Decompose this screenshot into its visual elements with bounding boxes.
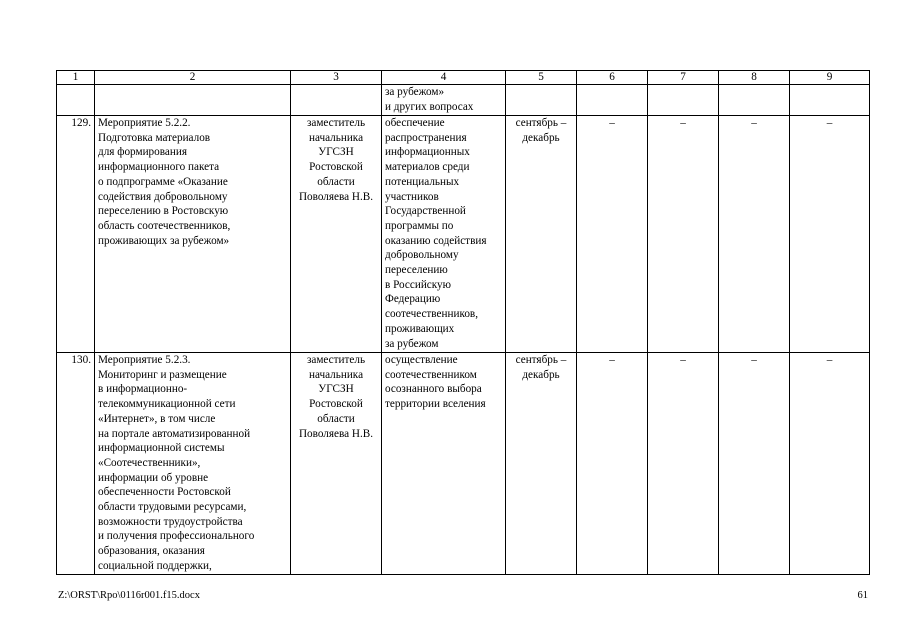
result-line: информационных [385, 146, 470, 159]
result-line: участников [385, 190, 439, 203]
result-line: оказанию содействия [385, 234, 487, 247]
result-line: переселению [385, 264, 448, 277]
row-number: 129. [57, 116, 95, 353]
value-cell-8: – [719, 353, 790, 575]
cont-col4-line: и других вопросах [385, 100, 474, 113]
cont-col4-line: за рубежом» [385, 86, 445, 98]
table-row [57, 353, 870, 575]
activity-line: Мониторинг и размещение [98, 368, 227, 381]
period-cell [506, 116, 577, 353]
result-line: территории вселения [385, 398, 486, 411]
result-line: Государственной [385, 205, 466, 218]
activity-line: информационного пакета [98, 161, 220, 174]
footer-file-path: Z:\ORST\Rpo\0116r001.f15.docx [58, 590, 200, 601]
responsible-line: начальника [308, 131, 364, 144]
table-row [57, 116, 870, 353]
activity-line: о подпрограмме «Оказание [98, 175, 228, 188]
program-table [56, 70, 870, 575]
result-line: проживающих [385, 322, 455, 335]
responsible-line: области [317, 175, 355, 188]
period-cell [506, 353, 577, 575]
value-cell-6: – [577, 116, 648, 353]
result-line: распространения [385, 131, 467, 144]
continuation-row [57, 85, 870, 116]
responsible-line: Ростовской [309, 161, 363, 174]
activity-line: «Интернет», в том числе [98, 412, 216, 425]
value-cell-6: – [577, 353, 648, 575]
period-line: декабрь [522, 131, 560, 144]
row-number: 130. [57, 353, 95, 575]
activity-line: переселению в Ростовскую [98, 205, 229, 218]
activity-line: на портале автоматизированной [98, 427, 251, 440]
activity-line: содействия добровольному [98, 190, 228, 203]
value-cell-7: – [648, 116, 719, 353]
result-line: Федерацию [385, 293, 441, 306]
activity-line: Мероприятие 5.2.2. [98, 117, 191, 129]
header-cell-9: 9 [790, 71, 870, 85]
footer-page-number: 61 [857, 590, 868, 601]
header-cell-2: 2 [95, 71, 291, 85]
activity-line: области трудовыми ресурсами, [98, 501, 247, 514]
value-cell-7: – [648, 353, 719, 575]
activity-line: информации об уровне [98, 471, 209, 484]
value-cell-9: – [790, 353, 870, 575]
responsible-line: начальника [308, 368, 364, 381]
result-line: потенциальных [385, 175, 460, 188]
result-cell [382, 116, 506, 353]
cont-cell-8 [719, 85, 790, 116]
header-cell-6: 6 [577, 71, 648, 85]
cont-cell-1 [57, 85, 95, 116]
activity-line: Мероприятие 5.2.3. [98, 354, 191, 366]
activity-line: проживающих за рубежом» [98, 234, 230, 247]
result-line: осознанного выбора [385, 383, 482, 396]
cont-cell-5 [506, 85, 577, 116]
header-cell-4: 4 [382, 71, 506, 85]
activity-cell [95, 116, 291, 353]
activity-line: «Соотечественники», [98, 456, 201, 469]
cont-cell-3 [291, 85, 382, 116]
activity-cell [95, 353, 291, 575]
responsible-line: заместитель [306, 117, 366, 129]
result-line: за рубежом [385, 337, 439, 350]
responsible-cell [291, 353, 382, 575]
period-line: сентябрь – [515, 117, 567, 129]
responsible-line: Поволяева Н.В. [298, 427, 374, 440]
result-line: в Российскую [385, 278, 451, 291]
value-cell-9: – [790, 116, 870, 353]
result-cell [382, 353, 506, 575]
activity-line: социальной поддержки, [98, 559, 212, 572]
result-line: осуществление [385, 354, 458, 366]
header-cell-7: 7 [648, 71, 719, 85]
cont-cell-4 [382, 85, 506, 116]
cont-cell-2 [95, 85, 291, 116]
activity-line: область соотечественников, [98, 219, 231, 232]
result-line: программы по [385, 219, 454, 232]
activity-line: и получения профессионального [98, 530, 255, 543]
responsible-line: Поволяева Н.В. [298, 190, 374, 203]
responsible-line: области [317, 412, 355, 425]
activity-line: в информационно- [98, 383, 188, 396]
responsible-cell [291, 116, 382, 353]
responsible-line: УГСЗН [318, 383, 354, 396]
header-cell-5: 5 [506, 71, 577, 85]
header-cell-3: 3 [291, 71, 382, 85]
result-line: соотечественником [385, 368, 477, 381]
activity-line: информационной системы [98, 442, 225, 455]
value-cell-8: – [719, 116, 790, 353]
activity-line: телекоммуникационной сети [98, 398, 236, 411]
activity-line: для формирования [98, 146, 187, 159]
result-line: соотечественников, [385, 308, 478, 321]
responsible-line: Ростовской [309, 398, 363, 411]
activity-line: возможности трудоустройства [98, 515, 243, 528]
responsible-line: УГСЗН [318, 146, 354, 159]
cont-cell-6 [577, 85, 648, 116]
activity-line: Подготовка материалов [98, 131, 211, 144]
cont-cell-7 [648, 85, 719, 116]
header-cell-8: 8 [719, 71, 790, 85]
period-line: декабрь [522, 368, 560, 381]
header-row [57, 71, 870, 85]
header-cell-1: 1 [57, 71, 95, 85]
result-line: материалов среди [385, 161, 470, 174]
result-line: добровольному [385, 249, 459, 262]
activity-line: образования, оказания [98, 545, 205, 558]
cont-cell-9 [790, 85, 870, 116]
result-line: обеспечение [385, 117, 445, 129]
responsible-line: заместитель [306, 354, 366, 366]
period-line: сентябрь – [515, 354, 567, 366]
activity-line: обеспеченности Ростовской [98, 486, 231, 499]
